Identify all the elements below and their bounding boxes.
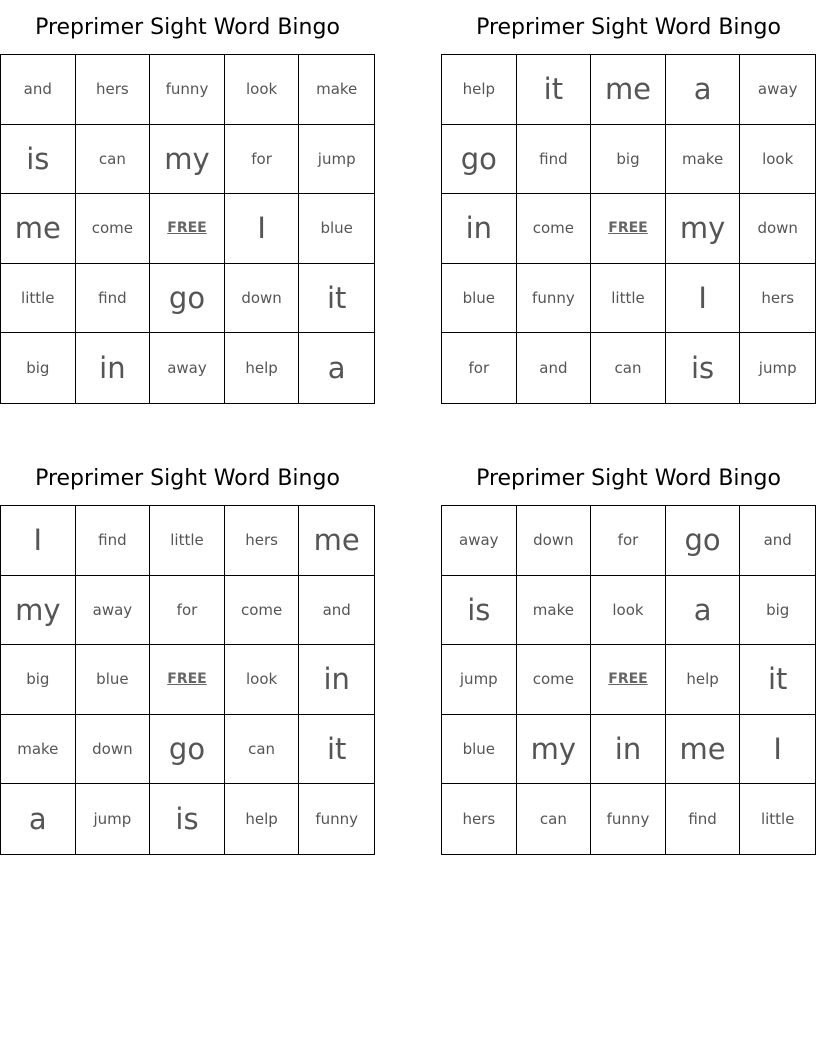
bingo-cell: me — [591, 55, 666, 125]
bingo-cell: a — [666, 576, 741, 646]
bingo-cell: make — [517, 576, 592, 646]
bingo-cell: my — [150, 125, 225, 195]
card-title: Preprimer Sight Word Bingo — [476, 15, 781, 40]
bingo-grid — [441, 505, 816, 855]
bingo-cell: look — [225, 55, 300, 125]
bingo-cell: little — [591, 264, 666, 334]
bingo-cell: my — [666, 194, 741, 264]
bingo-cell: make — [299, 55, 374, 125]
bingo-cell: come — [76, 194, 151, 264]
bingo-cell: help — [442, 55, 517, 125]
free-space: FREE — [150, 645, 225, 715]
bingo-cell: down — [517, 506, 592, 576]
bingo-cell: I — [225, 194, 300, 264]
bingo-cell: look — [225, 645, 300, 715]
bingo-cell: my — [1, 576, 76, 646]
bingo-cell: I — [1, 506, 76, 576]
bingo-cell: find — [666, 784, 741, 854]
bingo-cell: big — [740, 576, 815, 646]
bingo-cell: I — [666, 264, 741, 334]
bingo-cell: can — [76, 125, 151, 195]
card-title: Preprimer Sight Word Bingo — [476, 466, 781, 491]
bingo-cell: help — [225, 784, 300, 854]
bingo-cell: for — [225, 125, 300, 195]
bingo-cell: help — [666, 645, 741, 715]
bingo-cell: big — [1, 333, 76, 403]
bingo-cell: a — [327, 351, 346, 386]
bingo-cell: jump — [758, 359, 797, 378]
bingo-cell: down — [225, 264, 300, 334]
bingo-cell: in — [591, 715, 666, 785]
bingo-cell: for — [591, 506, 666, 576]
bingo-cell: go — [150, 715, 225, 785]
bingo-cell: in — [76, 333, 151, 403]
bingo-cell: come — [225, 576, 300, 646]
bingo-cell: me — [1, 194, 76, 264]
bingo-cell: and — [517, 333, 592, 403]
bingo-cell: little — [150, 506, 225, 576]
bingo-cell: can — [225, 715, 300, 785]
card-title: Preprimer Sight Word Bingo — [35, 466, 340, 491]
bingo-cell: away — [740, 55, 815, 125]
bingo-cell: a — [1, 784, 76, 854]
bingo-cell: is — [666, 333, 741, 403]
bingo-cell: and — [740, 506, 815, 576]
bingo-cell: jump — [442, 645, 517, 715]
bingo-cell: I — [740, 715, 815, 785]
bingo-cell: go — [666, 506, 741, 576]
bingo-cell: make — [666, 125, 741, 195]
bingo-cell: make — [1, 715, 76, 785]
bingo-cell: blue — [442, 715, 517, 785]
bingo-cell: blue — [299, 194, 374, 264]
bingo-cell: it — [740, 645, 815, 715]
bingo-cell: me — [299, 506, 374, 576]
bingo-grid — [0, 505, 375, 855]
bingo-cell: big — [591, 125, 666, 195]
bingo-cell: hers — [76, 55, 151, 125]
bingo-cell: down — [76, 715, 151, 785]
bingo-cell: look — [740, 125, 815, 195]
free-space: FREE — [150, 194, 225, 264]
bingo-cell: go — [442, 125, 517, 195]
bingo-cell: in — [442, 194, 517, 264]
bingo-cell: can — [591, 333, 666, 403]
bingo-cell: it — [299, 264, 374, 334]
bingo-cell: come — [517, 645, 592, 715]
bingo-cell: go — [150, 264, 225, 334]
bingo-cell: hers — [740, 264, 815, 334]
bingo-cell: jump — [76, 784, 151, 854]
bingo-cell: funny — [591, 784, 666, 854]
bingo-cell: can — [517, 784, 592, 854]
bingo-cell: come — [517, 194, 592, 264]
bingo-cell: for — [442, 333, 517, 403]
bingo-cell: me — [666, 715, 741, 785]
bingo-cell: big — [1, 645, 76, 715]
free-space: FREE — [591, 645, 666, 715]
bingo-cell: in — [299, 645, 374, 715]
bingo-cell: jump — [299, 125, 374, 195]
bingo-cell: is — [150, 784, 225, 854]
bingo-cell: away — [150, 333, 225, 403]
bingo-grid — [0, 54, 375, 404]
bingo-cell: find — [76, 264, 151, 334]
bingo-cell: away — [76, 576, 151, 646]
bingo-cell: for — [150, 576, 225, 646]
bingo-cell: away — [442, 506, 517, 576]
bingo-cell: it — [299, 715, 374, 785]
bingo-cell: funny — [517, 264, 592, 334]
bingo-cell: it — [517, 55, 592, 125]
bingo-cell: blue — [442, 264, 517, 334]
bingo-cell: find — [76, 506, 151, 576]
bingo-cell: down — [740, 194, 815, 264]
free-space: FREE — [591, 194, 666, 264]
bingo-cell: is — [1, 125, 76, 195]
bingo-cell: hers — [442, 784, 517, 854]
bingo-cell: blue — [76, 645, 151, 715]
bingo-grid — [441, 54, 816, 404]
card-title: Preprimer Sight Word Bingo — [35, 15, 340, 40]
bingo-cell: help — [225, 333, 300, 403]
bingo-cell: find — [517, 125, 592, 195]
bingo-cell: little — [1, 264, 76, 334]
bingo-cell: and — [299, 576, 374, 646]
bingo-cell: my — [517, 715, 592, 785]
bingo-cell: hers — [225, 506, 300, 576]
bingo-cell: is — [442, 576, 517, 646]
bingo-cell: and — [1, 55, 76, 125]
bingo-cell: funny — [315, 810, 359, 829]
bingo-cell: look — [591, 576, 666, 646]
bingo-cell: a — [666, 55, 741, 125]
bingo-cell: funny — [150, 55, 225, 125]
bingo-cell: little — [760, 810, 795, 829]
